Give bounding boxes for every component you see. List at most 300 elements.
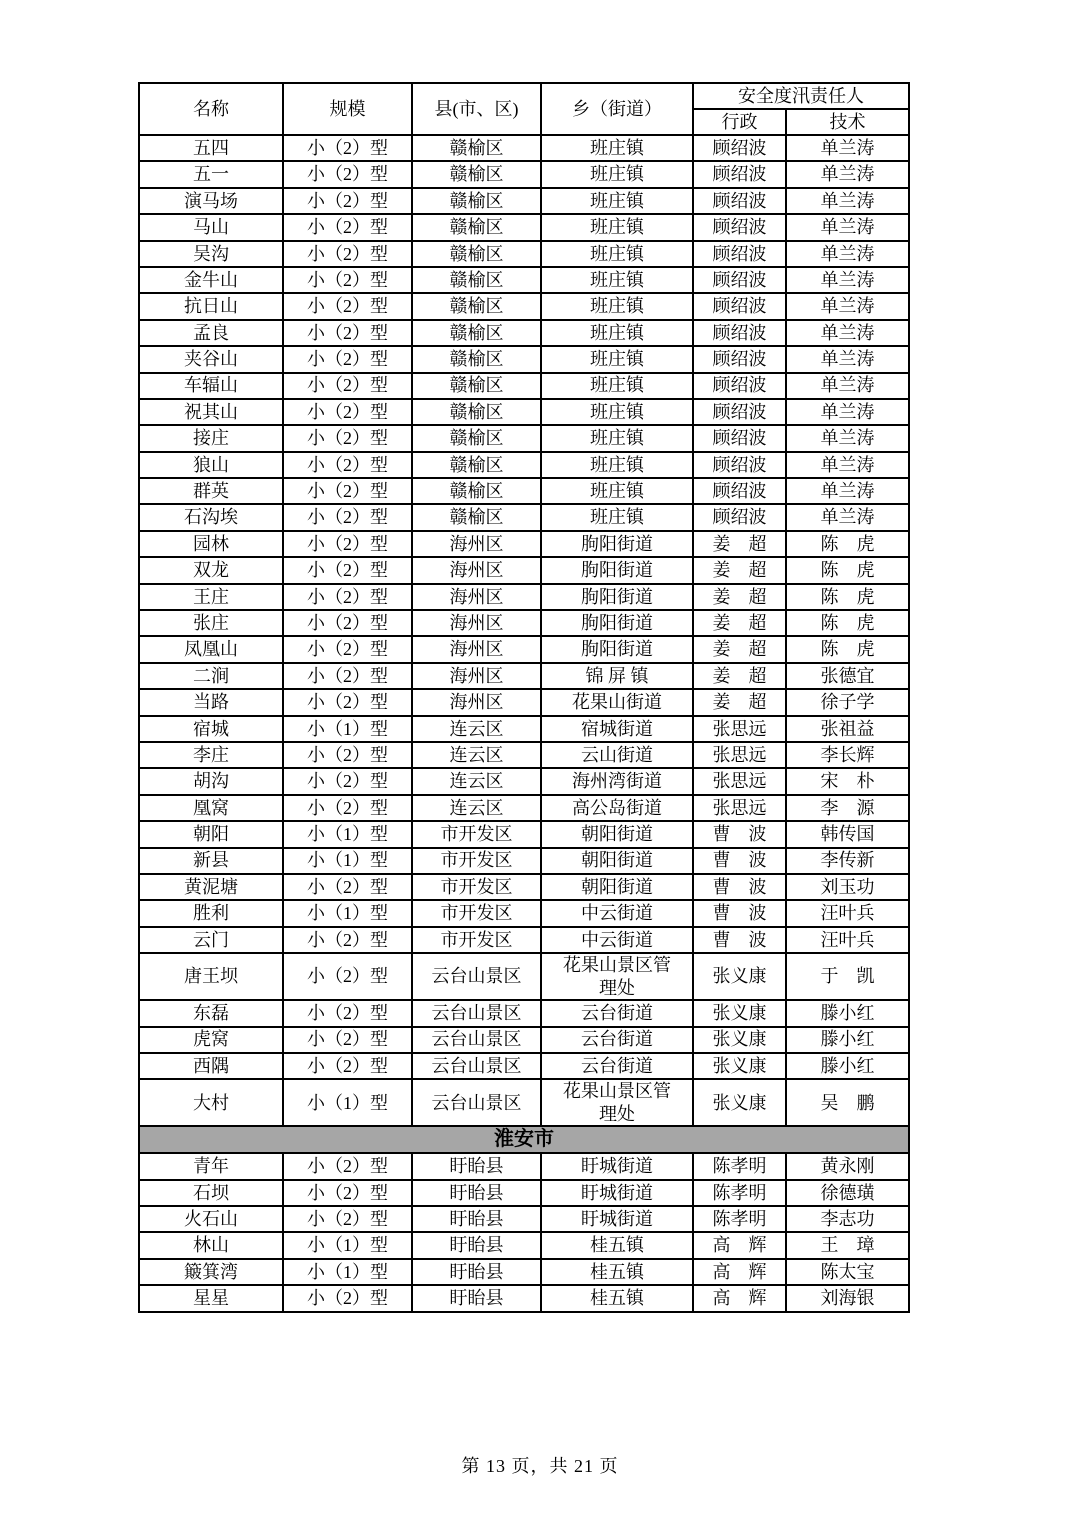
cell-tech: 汪叶兵 — [786, 900, 909, 926]
table-row — [139, 874, 909, 900]
cell-county: 赣榆区 — [412, 293, 541, 319]
cell-scale: 小（1）型 — [283, 716, 412, 742]
table-header — [139, 83, 909, 135]
cell-tech: 滕小红 — [786, 1053, 909, 1079]
cell-name: 朝阳 — [139, 821, 283, 847]
cell-admin: 姜 超 — [693, 557, 786, 583]
cell-township: 海州湾街道 — [541, 768, 693, 794]
cell-name: 石坝 — [139, 1180, 283, 1206]
cell-admin: 张思远 — [693, 768, 786, 794]
cell-name: 东磊 — [139, 1000, 283, 1026]
cell-name: 凤凰山 — [139, 636, 283, 662]
table-row — [139, 1180, 909, 1206]
cell-tech: 单兰涛 — [786, 267, 909, 293]
cell-name: 李庄 — [139, 742, 283, 768]
table-row — [139, 135, 909, 161]
cell-township: 花果山街道 — [541, 689, 693, 715]
cell-tech: 李志功 — [786, 1206, 909, 1232]
cell-tech: 单兰涛 — [786, 504, 909, 530]
cell-name: 西隅 — [139, 1053, 283, 1079]
cell-tech: 徐子学 — [786, 689, 909, 715]
cell-name: 林山 — [139, 1232, 283, 1258]
cell-scale: 小（2）型 — [283, 399, 412, 425]
reservoir-table — [138, 82, 910, 1313]
cell-township: 班庄镇 — [541, 478, 693, 504]
cell-scale: 小（2）型 — [283, 1206, 412, 1232]
cell-name: 吴沟 — [139, 241, 283, 267]
cell-county: 赣榆区 — [412, 452, 541, 478]
cell-township: 班庄镇 — [541, 241, 693, 267]
cell-name: 宿城 — [139, 716, 283, 742]
cell-name: 演马场 — [139, 188, 283, 214]
cell-scale: 小（2）型 — [283, 320, 412, 346]
cell-scale: 小（2）型 — [283, 452, 412, 478]
cell-admin: 顾绍波 — [693, 161, 786, 187]
cell-township: 云台街道 — [541, 1027, 693, 1053]
cell-scale: 小（2）型 — [283, 636, 412, 662]
cell-scale: 小（2）型 — [283, 768, 412, 794]
cell-township: 桂五镇 — [541, 1259, 693, 1285]
cell-township: 云台街道 — [541, 1000, 693, 1026]
cell-admin: 顾绍波 — [693, 399, 786, 425]
cell-tech: 单兰涛 — [786, 161, 909, 187]
cell-tech: 李 源 — [786, 795, 909, 821]
table-row — [139, 557, 909, 583]
cell-scale: 小（1）型 — [283, 848, 412, 874]
cell-tech: 单兰涛 — [786, 241, 909, 267]
cell-admin: 姜 超 — [693, 531, 786, 557]
cell-name: 石沟埃 — [139, 504, 283, 530]
cell-admin: 陈孝明 — [693, 1153, 786, 1179]
cell-scale: 小（1）型 — [283, 821, 412, 847]
cell-name: 胜利 — [139, 900, 283, 926]
cell-scale: 小（2）型 — [283, 188, 412, 214]
cell-admin: 曹 波 — [693, 874, 786, 900]
cell-township: 班庄镇 — [541, 425, 693, 451]
cell-tech: 徐德璜 — [786, 1180, 909, 1206]
cell-tech: 宋 朴 — [786, 768, 909, 794]
cell-tech: 单兰涛 — [786, 188, 909, 214]
cell-county: 盱眙县 — [412, 1285, 541, 1311]
cell-tech: 王 璋 — [786, 1232, 909, 1258]
cell-admin: 顾绍波 — [693, 346, 786, 372]
cell-township: 朐阳街道 — [541, 636, 693, 662]
cell-county: 连云区 — [412, 795, 541, 821]
cell-scale: 小（1）型 — [283, 1232, 412, 1258]
cell-township: 桂五镇 — [541, 1285, 693, 1311]
cell-tech: 陈 虎 — [786, 636, 909, 662]
cell-township: 班庄镇 — [541, 135, 693, 161]
cell-name: 祝其山 — [139, 399, 283, 425]
table-row — [139, 399, 909, 425]
cell-township: 盱城街道 — [541, 1180, 693, 1206]
cell-township: 班庄镇 — [541, 267, 693, 293]
cell-admin: 姜 超 — [693, 663, 786, 689]
cell-admin: 顾绍波 — [693, 214, 786, 240]
table-row — [139, 1027, 909, 1053]
column-header-admin: 行政 — [693, 109, 786, 135]
table-row — [139, 716, 909, 742]
cell-scale: 小（2）型 — [283, 584, 412, 610]
cell-tech: 张祖益 — [786, 716, 909, 742]
cell-name: 簸箕湾 — [139, 1259, 283, 1285]
column-header-county: 县(市、区) — [412, 83, 541, 135]
cell-scale: 小（2）型 — [283, 425, 412, 451]
cell-township: 朝阳街道 — [541, 821, 693, 847]
cell-county: 赣榆区 — [412, 346, 541, 372]
cell-name: 抗日山 — [139, 293, 283, 319]
table-row — [139, 531, 909, 557]
cell-scale: 小（2）型 — [283, 874, 412, 900]
cell-scale: 小（2）型 — [283, 531, 412, 557]
cell-admin: 陈孝明 — [693, 1180, 786, 1206]
cell-name: 车辐山 — [139, 373, 283, 399]
cell-admin: 陈孝明 — [693, 1206, 786, 1232]
cell-name: 新县 — [139, 848, 283, 874]
cell-admin: 姜 超 — [693, 636, 786, 662]
cell-township: 朐阳街道 — [541, 610, 693, 636]
cell-county: 连云区 — [412, 768, 541, 794]
cell-admin: 姜 超 — [693, 689, 786, 715]
cell-county: 赣榆区 — [412, 425, 541, 451]
cell-county: 盱眙县 — [412, 1180, 541, 1206]
table-row — [139, 504, 909, 530]
table-row — [139, 636, 909, 662]
cell-township: 班庄镇 — [541, 346, 693, 372]
cell-tech: 单兰涛 — [786, 320, 909, 346]
cell-admin: 曹 波 — [693, 848, 786, 874]
cell-county: 海州区 — [412, 636, 541, 662]
cell-county: 赣榆区 — [412, 504, 541, 530]
cell-county: 海州区 — [412, 689, 541, 715]
table-row — [139, 1153, 909, 1179]
cell-township: 班庄镇 — [541, 320, 693, 346]
cell-admin: 顾绍波 — [693, 135, 786, 161]
table-row — [139, 689, 909, 715]
cell-tech: 滕小红 — [786, 1027, 909, 1053]
cell-township: 朐阳街道 — [541, 531, 693, 557]
cell-township: 花果山景区管理处 — [541, 1079, 693, 1126]
cell-county: 赣榆区 — [412, 267, 541, 293]
cell-county: 赣榆区 — [412, 241, 541, 267]
cell-scale: 小（1）型 — [283, 1079, 412, 1126]
cell-township: 宿城街道 — [541, 716, 693, 742]
cell-township: 班庄镇 — [541, 188, 693, 214]
cell-township: 朐阳街道 — [541, 557, 693, 583]
cell-name: 王庄 — [139, 584, 283, 610]
column-header-tech: 技术 — [786, 109, 909, 135]
table-row — [139, 1285, 909, 1311]
table-body — [139, 135, 909, 1312]
cell-county: 连云区 — [412, 716, 541, 742]
cell-tech: 陈 虎 — [786, 610, 909, 636]
cell-county: 赣榆区 — [412, 188, 541, 214]
cell-tech: 于 凯 — [786, 953, 909, 1000]
cell-scale: 小（2）型 — [283, 346, 412, 372]
cell-admin: 顾绍波 — [693, 267, 786, 293]
cell-admin: 曹 波 — [693, 821, 786, 847]
table-row — [139, 927, 909, 953]
cell-name: 五一 — [139, 161, 283, 187]
cell-township: 盱城街道 — [541, 1206, 693, 1232]
cell-township: 班庄镇 — [541, 399, 693, 425]
cell-township: 朐阳街道 — [541, 584, 693, 610]
table-row — [139, 293, 909, 319]
table-row — [139, 452, 909, 478]
cell-name: 凰窝 — [139, 795, 283, 821]
cell-admin: 张义康 — [693, 1000, 786, 1026]
cell-tech: 单兰涛 — [786, 293, 909, 319]
cell-name: 青年 — [139, 1153, 283, 1179]
cell-tech: 吴 鹏 — [786, 1079, 909, 1126]
cell-county: 云台山景区 — [412, 1000, 541, 1026]
cell-admin: 顾绍波 — [693, 320, 786, 346]
cell-county: 云台山景区 — [412, 953, 541, 1000]
cell-tech: 单兰涛 — [786, 399, 909, 425]
cell-scale: 小（2）型 — [283, 610, 412, 636]
cell-county: 市开发区 — [412, 848, 541, 874]
cell-name: 大村 — [139, 1079, 283, 1126]
cell-admin: 顾绍波 — [693, 241, 786, 267]
table-row — [139, 425, 909, 451]
cell-county: 盱眙县 — [412, 1232, 541, 1258]
cell-admin: 姜 超 — [693, 584, 786, 610]
cell-admin: 顾绍波 — [693, 293, 786, 319]
cell-name: 马山 — [139, 214, 283, 240]
cell-admin: 顾绍波 — [693, 504, 786, 530]
cell-admin: 高 辉 — [693, 1232, 786, 1258]
table-row — [139, 795, 909, 821]
cell-county: 市开发区 — [412, 821, 541, 847]
cell-scale: 小（2）型 — [283, 373, 412, 399]
cell-county: 赣榆区 — [412, 373, 541, 399]
cell-scale: 小（2）型 — [283, 214, 412, 240]
cell-admin: 顾绍波 — [693, 188, 786, 214]
table-row — [139, 953, 909, 1000]
cell-county: 盱眙县 — [412, 1259, 541, 1285]
cell-scale: 小（2）型 — [283, 1285, 412, 1311]
cell-name: 金牛山 — [139, 267, 283, 293]
table-row — [139, 373, 909, 399]
header-row-top — [139, 83, 909, 109]
cell-name: 云门 — [139, 927, 283, 953]
cell-tech: 滕小红 — [786, 1000, 909, 1026]
table-row — [139, 1259, 909, 1285]
cell-county: 市开发区 — [412, 927, 541, 953]
cell-scale: 小（1）型 — [283, 900, 412, 926]
cell-county: 赣榆区 — [412, 399, 541, 425]
cell-name: 园林 — [139, 531, 283, 557]
cell-name: 双龙 — [139, 557, 283, 583]
cell-scale: 小（2）型 — [283, 478, 412, 504]
table-row — [139, 1232, 909, 1258]
cell-county: 赣榆区 — [412, 320, 541, 346]
column-header-township: 乡（街道） — [541, 83, 693, 135]
cell-township: 花果山景区管理处 — [541, 953, 693, 1000]
cell-county: 盱眙县 — [412, 1153, 541, 1179]
cell-name: 接庄 — [139, 425, 283, 451]
table-row — [139, 848, 909, 874]
cell-county: 市开发区 — [412, 900, 541, 926]
cell-scale: 小（2）型 — [283, 1053, 412, 1079]
city-section-row — [139, 1126, 909, 1153]
column-header-scale: 规模 — [283, 83, 412, 135]
cell-tech: 单兰涛 — [786, 214, 909, 240]
cell-name: 唐王坝 — [139, 953, 283, 1000]
cell-tech: 韩传国 — [786, 821, 909, 847]
table-row — [139, 241, 909, 267]
table-row — [139, 346, 909, 372]
cell-admin: 张义康 — [693, 1079, 786, 1126]
cell-admin: 张思远 — [693, 795, 786, 821]
cell-scale: 小（2）型 — [283, 1153, 412, 1179]
table-row — [139, 214, 909, 240]
cell-tech: 张德宜 — [786, 663, 909, 689]
cell-tech: 陈太宝 — [786, 1259, 909, 1285]
cell-township: 云台街道 — [541, 1053, 693, 1079]
cell-tech: 李长辉 — [786, 742, 909, 768]
cell-name: 星星 — [139, 1285, 283, 1311]
cell-name: 火石山 — [139, 1206, 283, 1232]
table-row — [139, 478, 909, 504]
cell-county: 盱眙县 — [412, 1206, 541, 1232]
cell-township: 锦 屏 镇 — [541, 663, 693, 689]
table-row — [139, 900, 909, 926]
cell-admin: 张义康 — [693, 953, 786, 1000]
cell-township: 盱城街道 — [541, 1153, 693, 1179]
cell-tech: 陈 虎 — [786, 584, 909, 610]
cell-county: 海州区 — [412, 557, 541, 583]
cell-county: 云台山景区 — [412, 1079, 541, 1126]
cell-scale: 小（2）型 — [283, 504, 412, 530]
cell-county: 赣榆区 — [412, 161, 541, 187]
cell-county: 海州区 — [412, 610, 541, 636]
cell-scale: 小（2）型 — [283, 557, 412, 583]
cell-scale: 小（2）型 — [283, 742, 412, 768]
cell-admin: 曹 波 — [693, 927, 786, 953]
cell-name: 五四 — [139, 135, 283, 161]
cell-admin: 张思远 — [693, 716, 786, 742]
cell-admin: 张思远 — [693, 742, 786, 768]
cell-county: 赣榆区 — [412, 478, 541, 504]
cell-admin: 张义康 — [693, 1053, 786, 1079]
cell-scale: 小（2）型 — [283, 927, 412, 953]
cell-township: 班庄镇 — [541, 161, 693, 187]
table-row — [139, 320, 909, 346]
cell-township: 云山街道 — [541, 742, 693, 768]
column-header-name: 名称 — [139, 83, 283, 135]
cell-name: 胡沟 — [139, 768, 283, 794]
cell-county: 连云区 — [412, 742, 541, 768]
cell-scale: 小（2）型 — [283, 1180, 412, 1206]
cell-scale: 小（1）型 — [283, 1259, 412, 1285]
cell-scale: 小（2）型 — [283, 689, 412, 715]
cell-name: 虎窝 — [139, 1027, 283, 1053]
cell-tech: 陈 虎 — [786, 557, 909, 583]
table-row — [139, 1206, 909, 1232]
cell-county: 海州区 — [412, 584, 541, 610]
cell-tech: 陈 虎 — [786, 531, 909, 557]
cell-name: 当路 — [139, 689, 283, 715]
cell-name: 张庄 — [139, 610, 283, 636]
cell-tech: 单兰涛 — [786, 425, 909, 451]
cell-tech: 单兰涛 — [786, 135, 909, 161]
cell-township: 班庄镇 — [541, 452, 693, 478]
city-section-label: 淮安市 — [139, 1126, 909, 1153]
cell-county: 赣榆区 — [412, 135, 541, 161]
table-row — [139, 161, 909, 187]
cell-township: 班庄镇 — [541, 504, 693, 530]
cell-county: 海州区 — [412, 663, 541, 689]
table-row — [139, 742, 909, 768]
table-row — [139, 188, 909, 214]
cell-admin: 张义康 — [693, 1027, 786, 1053]
cell-tech: 汪叶兵 — [786, 927, 909, 953]
cell-admin: 曹 波 — [693, 900, 786, 926]
cell-county: 云台山景区 — [412, 1027, 541, 1053]
table-row — [139, 663, 909, 689]
cell-county: 云台山景区 — [412, 1053, 541, 1079]
cell-township: 班庄镇 — [541, 373, 693, 399]
cell-scale: 小（2）型 — [283, 267, 412, 293]
cell-tech: 单兰涛 — [786, 373, 909, 399]
cell-tech: 刘海银 — [786, 1285, 909, 1311]
cell-admin: 顾绍波 — [693, 425, 786, 451]
cell-admin: 顾绍波 — [693, 452, 786, 478]
cell-tech: 单兰涛 — [786, 452, 909, 478]
cell-township: 班庄镇 — [541, 293, 693, 319]
table-row — [139, 1079, 909, 1126]
cell-name: 二涧 — [139, 663, 283, 689]
cell-name: 夹谷山 — [139, 346, 283, 372]
cell-tech: 黄永刚 — [786, 1153, 909, 1179]
cell-tech: 单兰涛 — [786, 478, 909, 504]
table-row — [139, 267, 909, 293]
column-header-responsible: 安全度汛责任人 — [693, 83, 909, 109]
cell-township: 中云街道 — [541, 927, 693, 953]
cell-scale: 小（2）型 — [283, 293, 412, 319]
cell-township: 中云街道 — [541, 900, 693, 926]
table-row — [139, 821, 909, 847]
table-row — [139, 584, 909, 610]
cell-tech: 刘玉功 — [786, 874, 909, 900]
table-row — [139, 610, 909, 636]
cell-name: 群英 — [139, 478, 283, 504]
cell-scale: 小（2）型 — [283, 795, 412, 821]
cell-township: 高公岛街道 — [541, 795, 693, 821]
cell-scale: 小（2）型 — [283, 1027, 412, 1053]
table-row — [139, 1053, 909, 1079]
cell-township: 班庄镇 — [541, 214, 693, 240]
cell-township: 朝阳街道 — [541, 848, 693, 874]
cell-admin: 高 辉 — [693, 1259, 786, 1285]
cell-tech: 李传新 — [786, 848, 909, 874]
table-row — [139, 1000, 909, 1026]
cell-admin: 姜 超 — [693, 610, 786, 636]
cell-admin: 顾绍波 — [693, 478, 786, 504]
cell-tech: 单兰涛 — [786, 346, 909, 372]
cell-township: 桂五镇 — [541, 1232, 693, 1258]
cell-scale: 小（2）型 — [283, 1000, 412, 1026]
cell-scale: 小（2）型 — [283, 135, 412, 161]
cell-name: 孟良 — [139, 320, 283, 346]
cell-name: 黄泥塘 — [139, 874, 283, 900]
cell-scale: 小（2）型 — [283, 953, 412, 1000]
cell-name: 狼山 — [139, 452, 283, 478]
cell-county: 赣榆区 — [412, 214, 541, 240]
cell-scale: 小（2）型 — [283, 663, 412, 689]
page-footer: 第 13 页，共 21 页 — [461, 1456, 619, 1476]
